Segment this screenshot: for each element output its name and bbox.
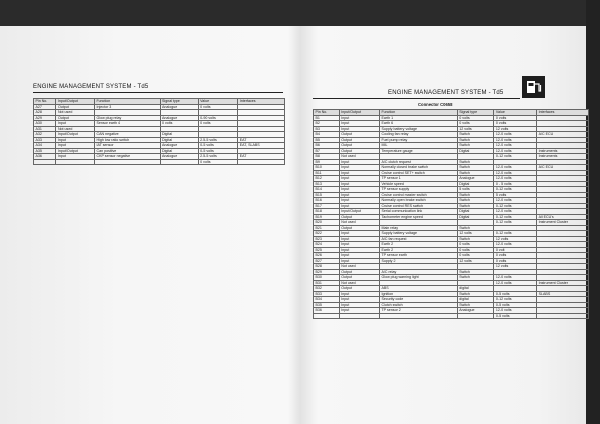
table-cell: Fuel pump relay bbox=[379, 137, 457, 143]
table-cell: B36 bbox=[314, 308, 340, 314]
table-cell: B29 bbox=[314, 269, 340, 275]
column-header: Value bbox=[198, 99, 238, 105]
table-cell: Input bbox=[339, 170, 379, 176]
table-cell: B31 bbox=[314, 280, 340, 286]
table-cell: B10 bbox=[314, 165, 340, 171]
table-cell: 12-0 volts bbox=[494, 280, 537, 286]
table-cell: 0 volts bbox=[457, 115, 494, 121]
table-cell: Instrument Cluster bbox=[537, 280, 589, 286]
connector-title: Connector C0658 bbox=[418, 102, 453, 107]
table-cell: Supply battery voltage bbox=[379, 231, 457, 237]
table-cell: 12-0 volts bbox=[494, 308, 537, 314]
right-header-rule bbox=[313, 98, 520, 99]
table-cell: TP sensor earth bbox=[379, 253, 457, 259]
left-page-header: ENGINE MANAGEMENT SYSTEM - Td5 bbox=[33, 84, 149, 90]
table-cell: A27 bbox=[34, 104, 56, 110]
table-cell: All ECU's bbox=[537, 214, 589, 220]
table-cell: Serial communication link bbox=[379, 209, 457, 215]
column-header: Input/Output bbox=[56, 99, 95, 105]
column-header: Signal type bbox=[160, 99, 198, 105]
table-cell: Analogue bbox=[457, 308, 494, 314]
table-cell: 0-12 volts bbox=[494, 220, 537, 226]
table-cell: Security code bbox=[379, 297, 457, 303]
table-cell: Input bbox=[339, 181, 379, 187]
table-cell: Analogue bbox=[160, 115, 198, 121]
table-cell: Output bbox=[339, 137, 379, 143]
table-cell: Digital bbox=[457, 209, 494, 215]
table-cell: Input bbox=[56, 121, 95, 127]
table-cell: B23 bbox=[314, 236, 340, 242]
table-cell: 0-12 volts bbox=[494, 214, 537, 220]
column-header: Signal type bbox=[457, 110, 494, 116]
table-cell: Switch bbox=[457, 302, 494, 308]
column-header: Pin No. bbox=[314, 110, 340, 116]
table-cell: Vehicle speed bbox=[379, 181, 457, 187]
table-cell: SLABS bbox=[537, 291, 589, 297]
table-cell: MIL bbox=[379, 143, 457, 149]
table-cell: Switch bbox=[457, 143, 494, 149]
table-cell: Input/Output bbox=[339, 209, 379, 215]
table-cell: 12 volts bbox=[494, 236, 537, 242]
column-header: Function bbox=[94, 99, 160, 105]
table-cell: Input/Output bbox=[56, 132, 95, 138]
table-cell: Digital bbox=[457, 181, 494, 187]
table-cell: 12 volts bbox=[494, 126, 537, 132]
table-cell: B19 bbox=[314, 214, 340, 220]
table-cell: B3 bbox=[314, 126, 340, 132]
table-cell: Instruments bbox=[537, 154, 589, 160]
table-cell: Output bbox=[56, 115, 95, 121]
table-cell: Digital bbox=[160, 132, 198, 138]
table-cell: B17 bbox=[314, 203, 340, 209]
table-cell: Input bbox=[339, 291, 379, 297]
table-cell bbox=[238, 159, 285, 165]
table-cell: Input bbox=[339, 236, 379, 242]
table-cell: A33 bbox=[34, 137, 56, 143]
fuel-pump-icon bbox=[522, 76, 545, 98]
table-cell: A32 bbox=[34, 132, 56, 138]
table-cell: A/C relay bbox=[379, 269, 457, 275]
table-cell: 0 volts bbox=[494, 253, 537, 259]
table-cell: Earth 1 bbox=[379, 115, 457, 121]
table-cell: Input bbox=[339, 121, 379, 127]
column-header: Value bbox=[494, 110, 537, 116]
table-cell bbox=[56, 159, 95, 165]
table-cell: Input bbox=[339, 258, 379, 264]
table-cell: Input bbox=[339, 176, 379, 182]
table-cell: Input/Output bbox=[56, 148, 95, 154]
table-cell: Not used bbox=[56, 110, 95, 116]
table-cell: A/C fan request bbox=[379, 236, 457, 242]
right-page-header: ENGINE MANAGEMENT SYSTEM - Td5 bbox=[388, 90, 504, 96]
table-cell: Earth 2 bbox=[379, 247, 457, 253]
table-cell: 2.5-5 volts bbox=[198, 137, 238, 143]
table-cell: 2.5-5 volts bbox=[198, 154, 238, 160]
table-cell: Input bbox=[56, 154, 95, 160]
table-cell: Analogue bbox=[457, 176, 494, 182]
table-cell: B1 bbox=[314, 115, 340, 121]
table-cell: Digital bbox=[160, 137, 198, 143]
table-cell: Input bbox=[339, 203, 379, 209]
table-cell: EAT bbox=[238, 154, 285, 160]
table-cell: Input bbox=[339, 165, 379, 171]
table-cell: B11 bbox=[314, 170, 340, 176]
left-pin-table bbox=[33, 98, 285, 165]
table-cell: Input bbox=[339, 198, 379, 204]
table-cell: Switch bbox=[457, 170, 494, 176]
table-cell: 0-5 volts bbox=[198, 148, 238, 154]
table-cell: B15 bbox=[314, 192, 340, 198]
table-cell: IAT sensor bbox=[94, 143, 160, 149]
table-cell: Ignition bbox=[379, 291, 457, 297]
table-cell: B12 bbox=[314, 176, 340, 182]
table-cell: Switch bbox=[457, 165, 494, 171]
table-cell: A/C ECU bbox=[537, 165, 589, 171]
table-cell: 0 volts bbox=[457, 121, 494, 127]
table-row bbox=[34, 159, 285, 165]
table-cell bbox=[379, 313, 457, 319]
table-cell: 0 volts bbox=[198, 104, 238, 110]
table-cell: Instruments bbox=[537, 148, 589, 154]
table-cell: 12 volts bbox=[494, 264, 537, 270]
table-cell: Switch bbox=[457, 225, 494, 231]
table-cell: 5 volts bbox=[494, 192, 537, 198]
table-cell: Cruise control SET+ switch bbox=[379, 170, 457, 176]
column-header: Pin No. bbox=[34, 99, 56, 105]
table-cell: 12-0 volts bbox=[494, 242, 537, 248]
table-cell: 12-0 volts bbox=[494, 209, 537, 215]
table-cell: 0-5 volts bbox=[494, 313, 537, 319]
table-cell: A/C ECU bbox=[537, 132, 589, 138]
table-cell: B8 bbox=[314, 154, 340, 160]
table-cell: Switch bbox=[457, 291, 494, 297]
table-cell: 0 volts bbox=[494, 115, 537, 121]
table-cell: B25 bbox=[314, 247, 340, 253]
table-cell: Sensor earth 4 bbox=[94, 121, 160, 127]
right-pin-table bbox=[313, 109, 589, 319]
table-cell: Tachometer engine speed bbox=[379, 214, 457, 220]
table-cell: CAN negative bbox=[94, 132, 160, 138]
table-cell: 12-0 volts bbox=[494, 176, 537, 182]
table-cell: Input bbox=[56, 137, 95, 143]
table-cell: Analogue bbox=[160, 143, 198, 149]
table-cell: 12-0 volts bbox=[494, 143, 537, 149]
table-cell: Switch bbox=[457, 269, 494, 275]
table-cell: 0-12 volts bbox=[494, 231, 537, 237]
table-cell: Supply battery voltage bbox=[379, 126, 457, 132]
table-cell: digital bbox=[457, 297, 494, 303]
table-cell: Earth 6 bbox=[379, 121, 457, 127]
table-cell: Cruise control master switch bbox=[379, 192, 457, 198]
table-cell: B24 bbox=[314, 242, 340, 248]
table-cell: 12 volts bbox=[457, 258, 494, 264]
table-cell: Output bbox=[339, 214, 379, 220]
table-cell: Input bbox=[339, 302, 379, 308]
table-cell: Not used bbox=[339, 154, 379, 160]
table-cell: Input bbox=[339, 242, 379, 248]
table-cell bbox=[339, 313, 379, 319]
table-cell: Input bbox=[339, 126, 379, 132]
table-cell: Input bbox=[339, 308, 379, 314]
table-cell: A29 bbox=[34, 115, 56, 121]
table-cell: 0-12 volts bbox=[494, 203, 537, 209]
table-cell bbox=[314, 313, 340, 319]
table-cell: 0 volts bbox=[494, 258, 537, 264]
table-cell: Normally open brake switch bbox=[379, 198, 457, 204]
table-cell: B14 bbox=[314, 187, 340, 193]
column-header: Function bbox=[379, 110, 457, 116]
left-header-rule bbox=[33, 92, 283, 93]
table-cell: 0-12 volts bbox=[494, 154, 537, 160]
table-cell: 12-0 volts bbox=[494, 148, 537, 154]
table-cell: Switch bbox=[457, 159, 494, 165]
table-cell: Not used bbox=[56, 126, 95, 132]
table-cell: Output bbox=[339, 275, 379, 281]
table-cell: B2 bbox=[314, 121, 340, 127]
table-cell: Earth 2 bbox=[379, 242, 457, 248]
table-cell: A35 bbox=[34, 148, 56, 154]
table-cell: Injector 3 bbox=[94, 104, 160, 110]
table-cell: High low ratio switch bbox=[94, 137, 160, 143]
table-cell: 5 volts bbox=[457, 187, 494, 193]
table-cell: Clutch switch bbox=[379, 302, 457, 308]
column-header: Interfaces bbox=[238, 99, 285, 105]
table-cell: B22 bbox=[314, 231, 340, 237]
table-cell: 12-0 volts bbox=[494, 170, 537, 176]
table-cell: Switch bbox=[457, 192, 494, 198]
table-cell: A31 bbox=[34, 126, 56, 132]
table-cell: Normally closed brake switch bbox=[379, 165, 457, 171]
table-cell: A28 bbox=[34, 110, 56, 116]
table-cell: Digital bbox=[457, 214, 494, 220]
table-cell: B33 bbox=[314, 291, 340, 297]
table-cell: Switch bbox=[457, 137, 494, 143]
table-cell: 12 volts bbox=[457, 126, 494, 132]
table-cell: ABS bbox=[379, 286, 457, 292]
table-cell: A30 bbox=[34, 121, 56, 127]
table-cell: B18 bbox=[314, 209, 340, 215]
column-header: Input/Output bbox=[339, 110, 379, 116]
table-cell: B16 bbox=[314, 198, 340, 204]
table-cell: digital bbox=[457, 286, 494, 292]
table-cell bbox=[537, 313, 589, 319]
table-cell: 0-5 volts bbox=[198, 143, 238, 149]
table-cell: B13 bbox=[314, 181, 340, 187]
table-cell: Digital bbox=[160, 148, 198, 154]
table-cell: 0 volts bbox=[457, 253, 494, 259]
table-cell: A34 bbox=[34, 143, 56, 149]
table-cell: Input bbox=[339, 115, 379, 121]
table-cell: Output bbox=[339, 225, 379, 231]
table-cell: Switch bbox=[457, 203, 494, 209]
table-cell: 0 volts bbox=[198, 159, 238, 165]
table-cell: Switch bbox=[457, 132, 494, 138]
table-cell: Output bbox=[56, 104, 95, 110]
table-cell: B32 bbox=[314, 286, 340, 292]
table-cell: Cruise control RES switch bbox=[379, 203, 457, 209]
table-cell: 0 volts bbox=[160, 121, 198, 127]
column-header: Interfaces bbox=[537, 110, 589, 116]
table-cell: Input bbox=[339, 253, 379, 259]
table-cell: Can positive bbox=[94, 148, 160, 154]
table-cell: 0-90 volts bbox=[198, 115, 238, 121]
table-cell: Glow plug relay bbox=[94, 115, 160, 121]
table-cell: A/C clutch request bbox=[379, 159, 457, 165]
table-cell: B5 bbox=[314, 137, 340, 143]
table-cell: B27 bbox=[314, 258, 340, 264]
table-cell: Output bbox=[339, 143, 379, 149]
table-cell: Supply 2 bbox=[379, 258, 457, 264]
table-cell: 12 volts bbox=[457, 231, 494, 237]
table-cell: B21 bbox=[314, 225, 340, 231]
table-cell: EAT, SLABS bbox=[238, 143, 285, 149]
table-cell: Instrument Cluster bbox=[537, 220, 589, 226]
table-cell: 12-0 volts bbox=[494, 198, 537, 204]
table-cell: B26 bbox=[314, 253, 340, 259]
table-cell: Input bbox=[56, 143, 95, 149]
table-cell: B6 bbox=[314, 143, 340, 149]
table-cell: CKP sensor negative bbox=[94, 154, 160, 160]
table-cell: Output bbox=[339, 286, 379, 292]
table-cell: 0-5 volts bbox=[494, 291, 537, 297]
table-cell: B4 bbox=[314, 132, 340, 138]
table-cell bbox=[160, 159, 198, 165]
table-cell: Switch bbox=[457, 275, 494, 281]
table-cell: B34 bbox=[314, 297, 340, 303]
table-cell: Temperature gauge bbox=[379, 148, 457, 154]
table-cell: Output bbox=[339, 148, 379, 154]
table-cell: TP sensor supply bbox=[379, 187, 457, 193]
table-cell: 0 volts bbox=[457, 242, 494, 248]
table-cell: Output bbox=[339, 132, 379, 138]
table-cell: 0 volts bbox=[457, 247, 494, 253]
table-cell: 12-0 volts bbox=[494, 137, 537, 143]
table-cell: TP sensor 1 bbox=[379, 176, 457, 182]
table-cell: 0 volts bbox=[198, 121, 238, 127]
table-cell: TP sensor 2 bbox=[379, 308, 457, 314]
table-cell: 0 - 5 volts bbox=[494, 181, 537, 187]
table-cell: 12-0 volts bbox=[494, 132, 537, 138]
table-cell: Switch bbox=[457, 198, 494, 204]
table-cell: 12-0 volts bbox=[494, 275, 537, 281]
table-cell: 0 volt bbox=[494, 247, 537, 253]
table-cell bbox=[94, 159, 160, 165]
table-cell: Input bbox=[339, 247, 379, 253]
table-cell: Analogue bbox=[160, 104, 198, 110]
table-cell: 0-12 volts bbox=[494, 187, 537, 193]
table-cell: A36 bbox=[34, 154, 56, 160]
table-cell: Glow plug warning light bbox=[379, 275, 457, 281]
table-cell: B20 bbox=[314, 220, 340, 226]
table-cell bbox=[34, 159, 56, 165]
table-cell: Output bbox=[339, 269, 379, 275]
table-cell: 0-12 volts bbox=[494, 297, 537, 303]
table-cell: Input bbox=[339, 159, 379, 165]
table-cell: Not used bbox=[339, 220, 379, 226]
table-cell: Digital bbox=[457, 148, 494, 154]
table-cell: Switch bbox=[457, 236, 494, 242]
table-cell: Analogue bbox=[160, 154, 198, 160]
table-cell: Input bbox=[339, 297, 379, 303]
table-cell: Input bbox=[339, 231, 379, 237]
table-cell: B35 bbox=[314, 302, 340, 308]
table-cell: Not used bbox=[339, 264, 379, 270]
table-cell: Input bbox=[339, 192, 379, 198]
table-cell: 0 volts bbox=[494, 121, 537, 127]
table-cell: B7 bbox=[314, 148, 340, 154]
table-cell: Input bbox=[339, 187, 379, 193]
table-cell: 12-0 volts bbox=[494, 165, 537, 171]
table-cell: 0-5 volts bbox=[494, 302, 537, 308]
table-cell: Main relay bbox=[379, 225, 457, 231]
table-cell: EAT bbox=[238, 137, 285, 143]
table-cell bbox=[457, 313, 494, 319]
table-cell: Cooling fan relay bbox=[379, 132, 457, 138]
table-cell: B9 bbox=[314, 159, 340, 165]
table-cell: Not used bbox=[339, 280, 379, 286]
table-row bbox=[314, 313, 589, 319]
table-cell: B28 bbox=[314, 264, 340, 270]
table-cell: B30 bbox=[314, 275, 340, 281]
